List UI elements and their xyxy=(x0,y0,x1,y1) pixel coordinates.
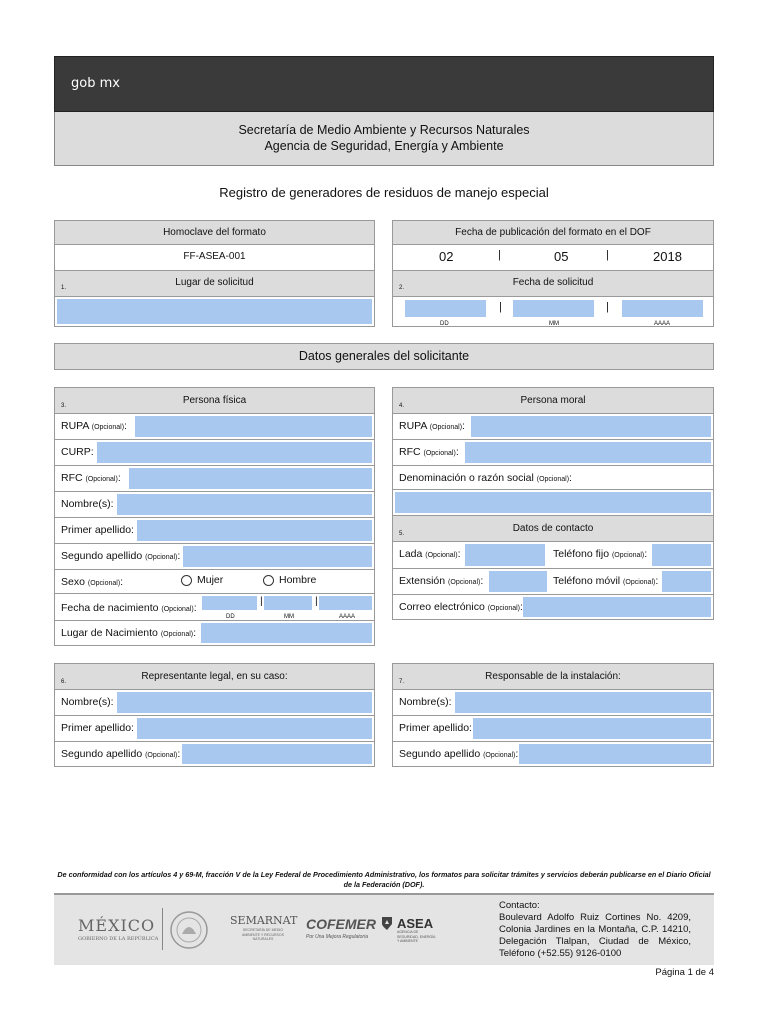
agency-header xyxy=(54,112,714,166)
page-number: Página 1 de 4 xyxy=(655,967,714,978)
moral-rfc-input[interactable] xyxy=(465,442,711,463)
nombre-row xyxy=(55,492,374,518)
fecha-nac-aaaa-input[interactable]: AAAA xyxy=(319,596,372,610)
rep-primer-label: Primer apellido: xyxy=(61,722,134,734)
sexo-row xyxy=(55,570,374,594)
resp-segundo-input[interactable] xyxy=(519,744,711,764)
dd-caption: DD xyxy=(440,321,449,327)
page-title: Registro de generadores de residuos de manejo especial xyxy=(219,185,549,200)
asea-sub: AGENCIA DE SEGURIDAD, ENERGÍA Y AMBIENTE xyxy=(397,930,436,943)
lugar-wrap xyxy=(54,297,375,327)
semarnat-sub: SECRETARÍA DE MEDIO AMBIENTE Y RECURSOS NATURALES xyxy=(242,928,284,941)
pub-sep-2: | xyxy=(606,249,609,261)
segundo-apellido-input[interactable] xyxy=(183,546,372,567)
resp-primer-row xyxy=(393,716,713,742)
correo-row xyxy=(393,595,713,619)
moral-rupa-row xyxy=(393,414,713,440)
fecha-pub-header: Fecha de publicación del formato en el DOF xyxy=(392,220,714,245)
hombre-radio[interactable] xyxy=(263,575,274,586)
contact-info xyxy=(499,900,691,960)
telefono-fijo-label: Teléfono fijo (Opcional): xyxy=(553,548,648,560)
fecha-sol-label: Fecha de solicitud xyxy=(512,277,594,288)
persona-moral-header xyxy=(393,388,713,414)
curp-row xyxy=(55,440,374,466)
logo-divider xyxy=(162,908,163,950)
cofemer-logo: COFEMER xyxy=(306,916,376,932)
sexo-label: Sexo (Opcional): xyxy=(61,576,124,588)
cofemer-sub: Por Una Mejora Regulatoria xyxy=(306,934,368,940)
header-bar xyxy=(54,56,714,112)
responsable-section xyxy=(392,663,714,767)
lugar-nac-input[interactable] xyxy=(201,623,372,643)
pub-sep-1: | xyxy=(498,249,501,261)
rep-primer-input[interactable] xyxy=(137,718,372,739)
primer-apellido-input[interactable] xyxy=(137,520,372,541)
sol-sep-2: | xyxy=(606,301,609,313)
rep-nombre-row xyxy=(55,690,374,716)
correo-label: Correo electrónico (Opcional): xyxy=(399,601,523,613)
lugar-label: Lugar de solicitud xyxy=(175,277,254,288)
rupa-row xyxy=(55,414,374,440)
curp-label: CURP: xyxy=(61,446,94,458)
fecha-pub-values xyxy=(392,245,714,271)
persona-fisica-section xyxy=(54,387,375,646)
pub-year: 2018 xyxy=(653,249,682,264)
contacto-label: Datos de contacto xyxy=(512,523,594,534)
asea-shield-icon xyxy=(381,916,393,931)
segundo-apellido-label: Segundo apellido (Opcional): xyxy=(61,550,181,562)
contacto-header xyxy=(393,516,713,542)
rep-segundo-label: Segundo apellido (Opcional): xyxy=(61,748,181,760)
semarnat-logo: SEMARNAT xyxy=(230,914,298,927)
section-number: 2. xyxy=(399,285,405,291)
lada-label: Lada (Opcional): xyxy=(399,548,461,560)
persona-moral-section xyxy=(392,387,714,620)
telefono-movil-input[interactable] xyxy=(662,571,711,592)
representante-section xyxy=(54,663,375,767)
sol-sep-1: | xyxy=(499,301,502,313)
coat-of-arms-icon xyxy=(169,910,209,950)
resp-nombre-row xyxy=(393,690,713,716)
primer-apellido-row xyxy=(55,518,374,544)
mexico-logo-sub: GOBIERNO DE LA REPÚBLICA xyxy=(78,936,159,942)
legal-note: De conformidad con los artículos 4 y 69-M, fracción V de la Ley Federal de Procedimiento Administrativo, los formatos para solicitar trámites y servicios deberán publicarse en el Diario Oficial de la Federación (DOF). xyxy=(57,870,711,889)
section-number: 6. xyxy=(61,679,67,685)
persona-fisica-label: Persona física xyxy=(182,395,247,406)
resp-segundo-row xyxy=(393,742,713,766)
section-number: 1. xyxy=(61,285,67,291)
homoclave-value: FF-ASEA-001 xyxy=(54,245,375,271)
rep-segundo-row xyxy=(55,742,374,766)
contact-body: Boulevard Adolfo Ruiz Cortines No. 4209, Colonia Jardines en la Montaña, C.P. 14210, Delegación Tlalpan, Ciudad de México, Teléfono (+52.55) 9126-0100 xyxy=(499,912,691,959)
mm-caption: MM xyxy=(549,321,559,327)
lugar-nac-row xyxy=(55,621,374,645)
mujer-radio[interactable] xyxy=(181,575,192,586)
lugar-nac-label: Lugar de Nacimiento (Opcional): xyxy=(61,627,197,639)
rep-segundo-input[interactable] xyxy=(182,744,372,764)
extension-input[interactable] xyxy=(489,571,547,592)
fecha-sol-dd-input[interactable] xyxy=(405,300,486,327)
rupa-label: RUPA (Opcional): xyxy=(61,420,127,432)
lugar-input[interactable] xyxy=(57,299,372,324)
moral-rfc-row xyxy=(393,440,713,466)
correo-input[interactable] xyxy=(523,597,711,617)
rep-primer-row xyxy=(55,716,374,742)
resp-nombre-label: Nombre(s): xyxy=(399,696,452,708)
section-number: 3. xyxy=(61,403,67,409)
denominacion-row xyxy=(393,466,713,490)
rfc-label: RFC (Opcional): xyxy=(61,472,121,484)
nombre-label: Nombre(s): xyxy=(61,498,114,510)
moral-rfc-label: RFC (Opcional): xyxy=(399,446,459,458)
denominacion-label: Denominación o razón social (Opcional): xyxy=(399,472,572,484)
fecha-nac-dd-input[interactable]: DD xyxy=(202,596,257,610)
responsable-header xyxy=(393,664,713,690)
denominacion-input-row xyxy=(393,490,713,516)
lada-input[interactable] xyxy=(465,544,545,566)
segundo-apellido-row xyxy=(55,544,374,570)
mujer-option[interactable]: Mujer xyxy=(181,574,223,586)
resp-primer-input[interactable] xyxy=(473,718,711,739)
rfc-input[interactable] xyxy=(129,468,372,489)
fecha-sol-aaaa-input[interactable] xyxy=(622,300,703,327)
fecha-sol-row xyxy=(392,297,714,327)
rupa-input[interactable] xyxy=(135,416,372,437)
primer-apellido-label: Primer apellido: xyxy=(61,524,134,536)
rep-nombre-label: Nombre(s): xyxy=(61,696,114,708)
moral-rupa-label: RUPA (Opcional): xyxy=(399,420,465,432)
curp-input[interactable] xyxy=(97,442,372,463)
telefono-movil-label: Teléfono móvil (Opcional): xyxy=(553,575,659,587)
lada-row xyxy=(393,542,713,569)
agency-line-1: Secretaría de Medio Ambiente y Recursos Naturales xyxy=(238,123,530,137)
rep-nombre-input[interactable] xyxy=(117,692,372,713)
fecha-sol-mm-input[interactable] xyxy=(513,300,594,327)
fecha-nac-label: Fecha de nacimiento (Opcional): xyxy=(61,602,197,614)
fecha-sol-header xyxy=(392,271,714,297)
asea-logo: ASEA xyxy=(397,916,434,931)
resp-nombre-input[interactable] xyxy=(455,692,711,713)
aaaa-caption: AAAA xyxy=(654,321,671,327)
agency-line-2: Agencia de Seguridad, Energía y Ambiente xyxy=(264,139,504,153)
denominacion-input[interactable] xyxy=(395,492,711,513)
moral-rupa-input[interactable] xyxy=(471,416,711,437)
extension-label: Extensión (Opcional): xyxy=(399,575,484,587)
mexico-logo: MÉXICO xyxy=(78,916,156,935)
contact-title: Contacto: xyxy=(499,900,540,911)
extension-row xyxy=(393,569,713,595)
hombre-option[interactable]: Hombre xyxy=(263,574,316,586)
homoclave-header: Homoclave del formato xyxy=(54,220,375,245)
persona-moral-label: Persona moral xyxy=(520,395,586,406)
fecha-nac-mm-input[interactable]: MM xyxy=(264,596,312,610)
pub-month: 05 xyxy=(554,249,569,264)
datos-generales-header: Datos generales del solicitante xyxy=(54,343,714,370)
responsable-label: Responsable de la instalación: xyxy=(485,671,621,682)
section-number: 7. xyxy=(399,679,405,685)
resp-segundo-label: Segundo apellido (Opcional): xyxy=(399,748,519,760)
representante-label: Representante legal, en su caso: xyxy=(141,671,288,682)
resp-primer-label: Primer apellido: xyxy=(399,722,472,734)
section-number: 4. xyxy=(399,403,405,409)
section-number: 5. xyxy=(399,531,405,537)
pub-day: 02 xyxy=(439,249,454,264)
lugar-header xyxy=(54,271,375,297)
gob-mx-logo[interactable]: gob mx xyxy=(71,76,120,91)
representante-header xyxy=(55,664,374,690)
fecha-nac-row: Fecha de nacimiento (Opcional): DD | MM | AAAA xyxy=(55,594,374,621)
rfc-row xyxy=(55,466,374,492)
nombre-input[interactable] xyxy=(117,494,372,515)
persona-fisica-header xyxy=(55,388,374,414)
telefono-fijo-input[interactable] xyxy=(652,544,711,566)
